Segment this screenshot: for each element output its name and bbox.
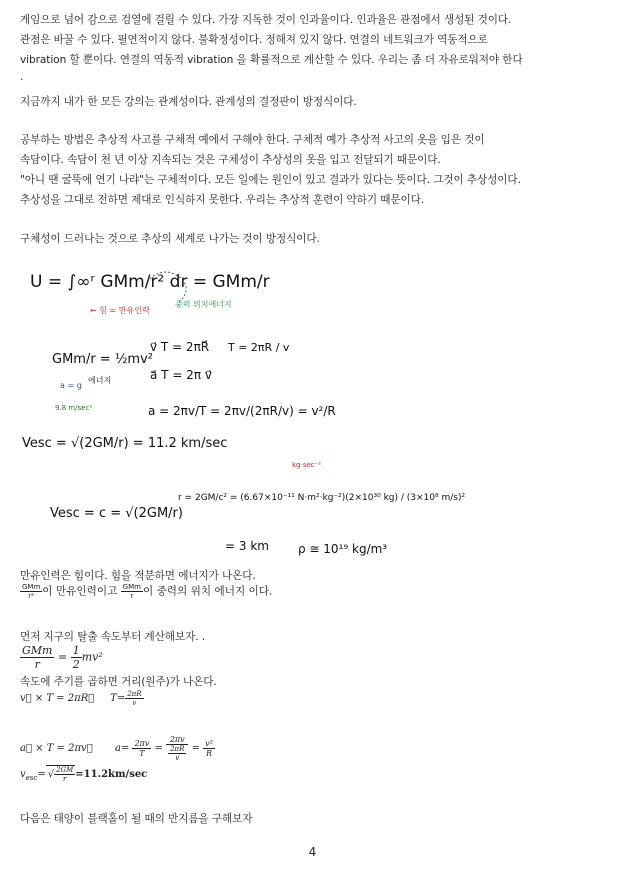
formula-aT: a⃗ × T = 2πv⃗ a= $\frac{2\pi v}{T}$ = $\frac{2\pi v}{\frac{2\pi R}{v}}$ = $\frac{\text{v²}}{R}$	[20, 735, 213, 762]
note-g-value: 9.8 m/sec²	[55, 404, 93, 412]
paragraph-line: 관점은 바꿀 수 있다. 필연적이지 않다. 불확정성이다. 정해져 있지 않다. 연결의 네트워크가 역동적으로	[20, 34, 488, 46]
formula-energy: $\frac{\text{GMm}}{r}$ = $\frac{1}{2}$ mv²	[22, 644, 103, 671]
note-a-eq-g: a = g	[60, 381, 82, 390]
note-units: kg·sec⁻²	[292, 461, 322, 469]
paragraph-line: 먼저 지구의 탈출 속도부터 계산해보자. .	[20, 631, 206, 643]
formula-text: 이 중력의 위치 에너지 이다.	[142, 585, 273, 598]
note-force: ← 힘 = 만유인력	[90, 306, 150, 315]
paragraph-line: 다음은 태양이 블랙홀이 될 때의 반지름을 구해보자	[20, 813, 253, 825]
fraction: $\frac{2\pi v}{\frac{2\pi R}{v}}$	[166, 735, 188, 762]
eq-vT: v⃗ T = 2πR⃗	[150, 340, 210, 354]
fraction: $\frac{\text{GMm}}{\text{r²}}$	[22, 583, 41, 600]
eq-vesc: Vesc = √(2GM/r) = 11.2 km/sec	[22, 436, 228, 451]
formula-vT: v⃗ × T = 2πR⃗ T= $\frac{2\pi R}{v}$	[20, 690, 142, 707]
eq-aT: a⃗ T = 2π v⃗	[150, 368, 212, 382]
fraction: $\frac{\text{GMm}}{r}$	[22, 644, 53, 671]
fraction: $\frac{2\pi R}{v}$	[127, 690, 142, 707]
paragraph-line: vibration 할 뿐이다. 연결의 역동적 vibration 을 확률적으로 계산할 수 있다. 우리는 좀 더 자유로워져야 한다	[20, 54, 523, 66]
eq-energy: GMm/r = ½mv²	[52, 352, 154, 367]
eq-radius: r = 2GM/c² = (6.67×10⁻¹¹ N·m²·kg⁻²)(2×10³⁰ kg) / (3×10⁸ m/s)²	[178, 493, 466, 503]
paragraph-line: 속담이다. 속담이 천 년 이상 지속되는 것은 구체성이 추상성의 옷을 입고 전달되기 때문이다.	[20, 154, 441, 166]
vesc-value: =11.2km/sec	[75, 769, 148, 780]
fraction: $\frac{\text{GMm}}{r}$	[122, 583, 141, 600]
eq-vesc-c: Vesc = c = √(2GM/r)	[50, 506, 183, 521]
fraction: $\frac{2\pi v}{T}$	[134, 739, 150, 758]
formula-line	[20, 583, 272, 600]
page-number: 4	[308, 845, 317, 859]
eq-density: ρ ≅ 10¹⁹ kg/m³	[298, 542, 388, 556]
eq-T: T = 2πR / v	[228, 341, 290, 354]
handwritten-equations	[0, 255, 625, 560]
eq-centripetal: a = 2πv/T = 2πv/(2πR/v) = v²/R	[148, 404, 336, 418]
paragraph-line: .	[20, 71, 24, 83]
paragraph-line: 속도에 주기를 곱하면 거리(원주)가 나온다.	[20, 676, 217, 688]
formula-text: 이 만유인력이고	[42, 585, 121, 598]
paragraph-line: 구체성이 드러나는 것으로 추상의 세계로 나가는 것이 방정식이다.	[20, 233, 320, 245]
paragraph-line: 추상성을 그대로 전하면 제대로 인식하지 못한다. 우리는 추상적 훈련이 약하기 때문이다.	[20, 194, 425, 206]
eq-potential-integral: U = ∫∞ʳ GMm/r² dr = GMm/r	[30, 272, 270, 292]
paragraph-line: "아니 땐 굴뚝에 연기 나랴"는 구체적이다. 모든 일에는 원인이 있고 결과가 있다는 뜻이다. 그것이 추상성이다.	[20, 174, 521, 186]
paragraph-line: 만유인력은 힘이다. 힘을 적분하면 에너지가 나온다.	[20, 570, 256, 582]
fraction: $\frac{\text{v²}}{R}$	[205, 739, 213, 758]
fraction: $\frac{2GM}{r}$	[56, 766, 74, 783]
formula-vesc: $v_{esc}=$ √ $\frac{2GM}{r}$ =11.2km/sec	[20, 766, 148, 783]
paragraph-line: 공부하는 방법은 추상적 사고를 구체적 예에서 구해야 한다. 구체적 예가 추상적 사고의 옷을 입은 것이	[20, 134, 485, 146]
paragraph-line: 지금까지 내가 한 모든 강의는 관계성이다. 관계성의 결정판이 방정식이다.	[20, 96, 357, 108]
fraction: $\frac{1}{2}$	[72, 644, 80, 671]
note-potential: 중력 위치에너지	[175, 300, 232, 309]
paragraph-line: 게임으로 넘어 감으로 검열에 걸릴 수 있다. 가장 지독한 것이 인과율이다. 인과율은 관점에서 생성된 것이다.	[20, 14, 512, 26]
note-energy: 에너지	[88, 376, 112, 385]
eq-radius-value: = 3 km	[225, 539, 269, 553]
